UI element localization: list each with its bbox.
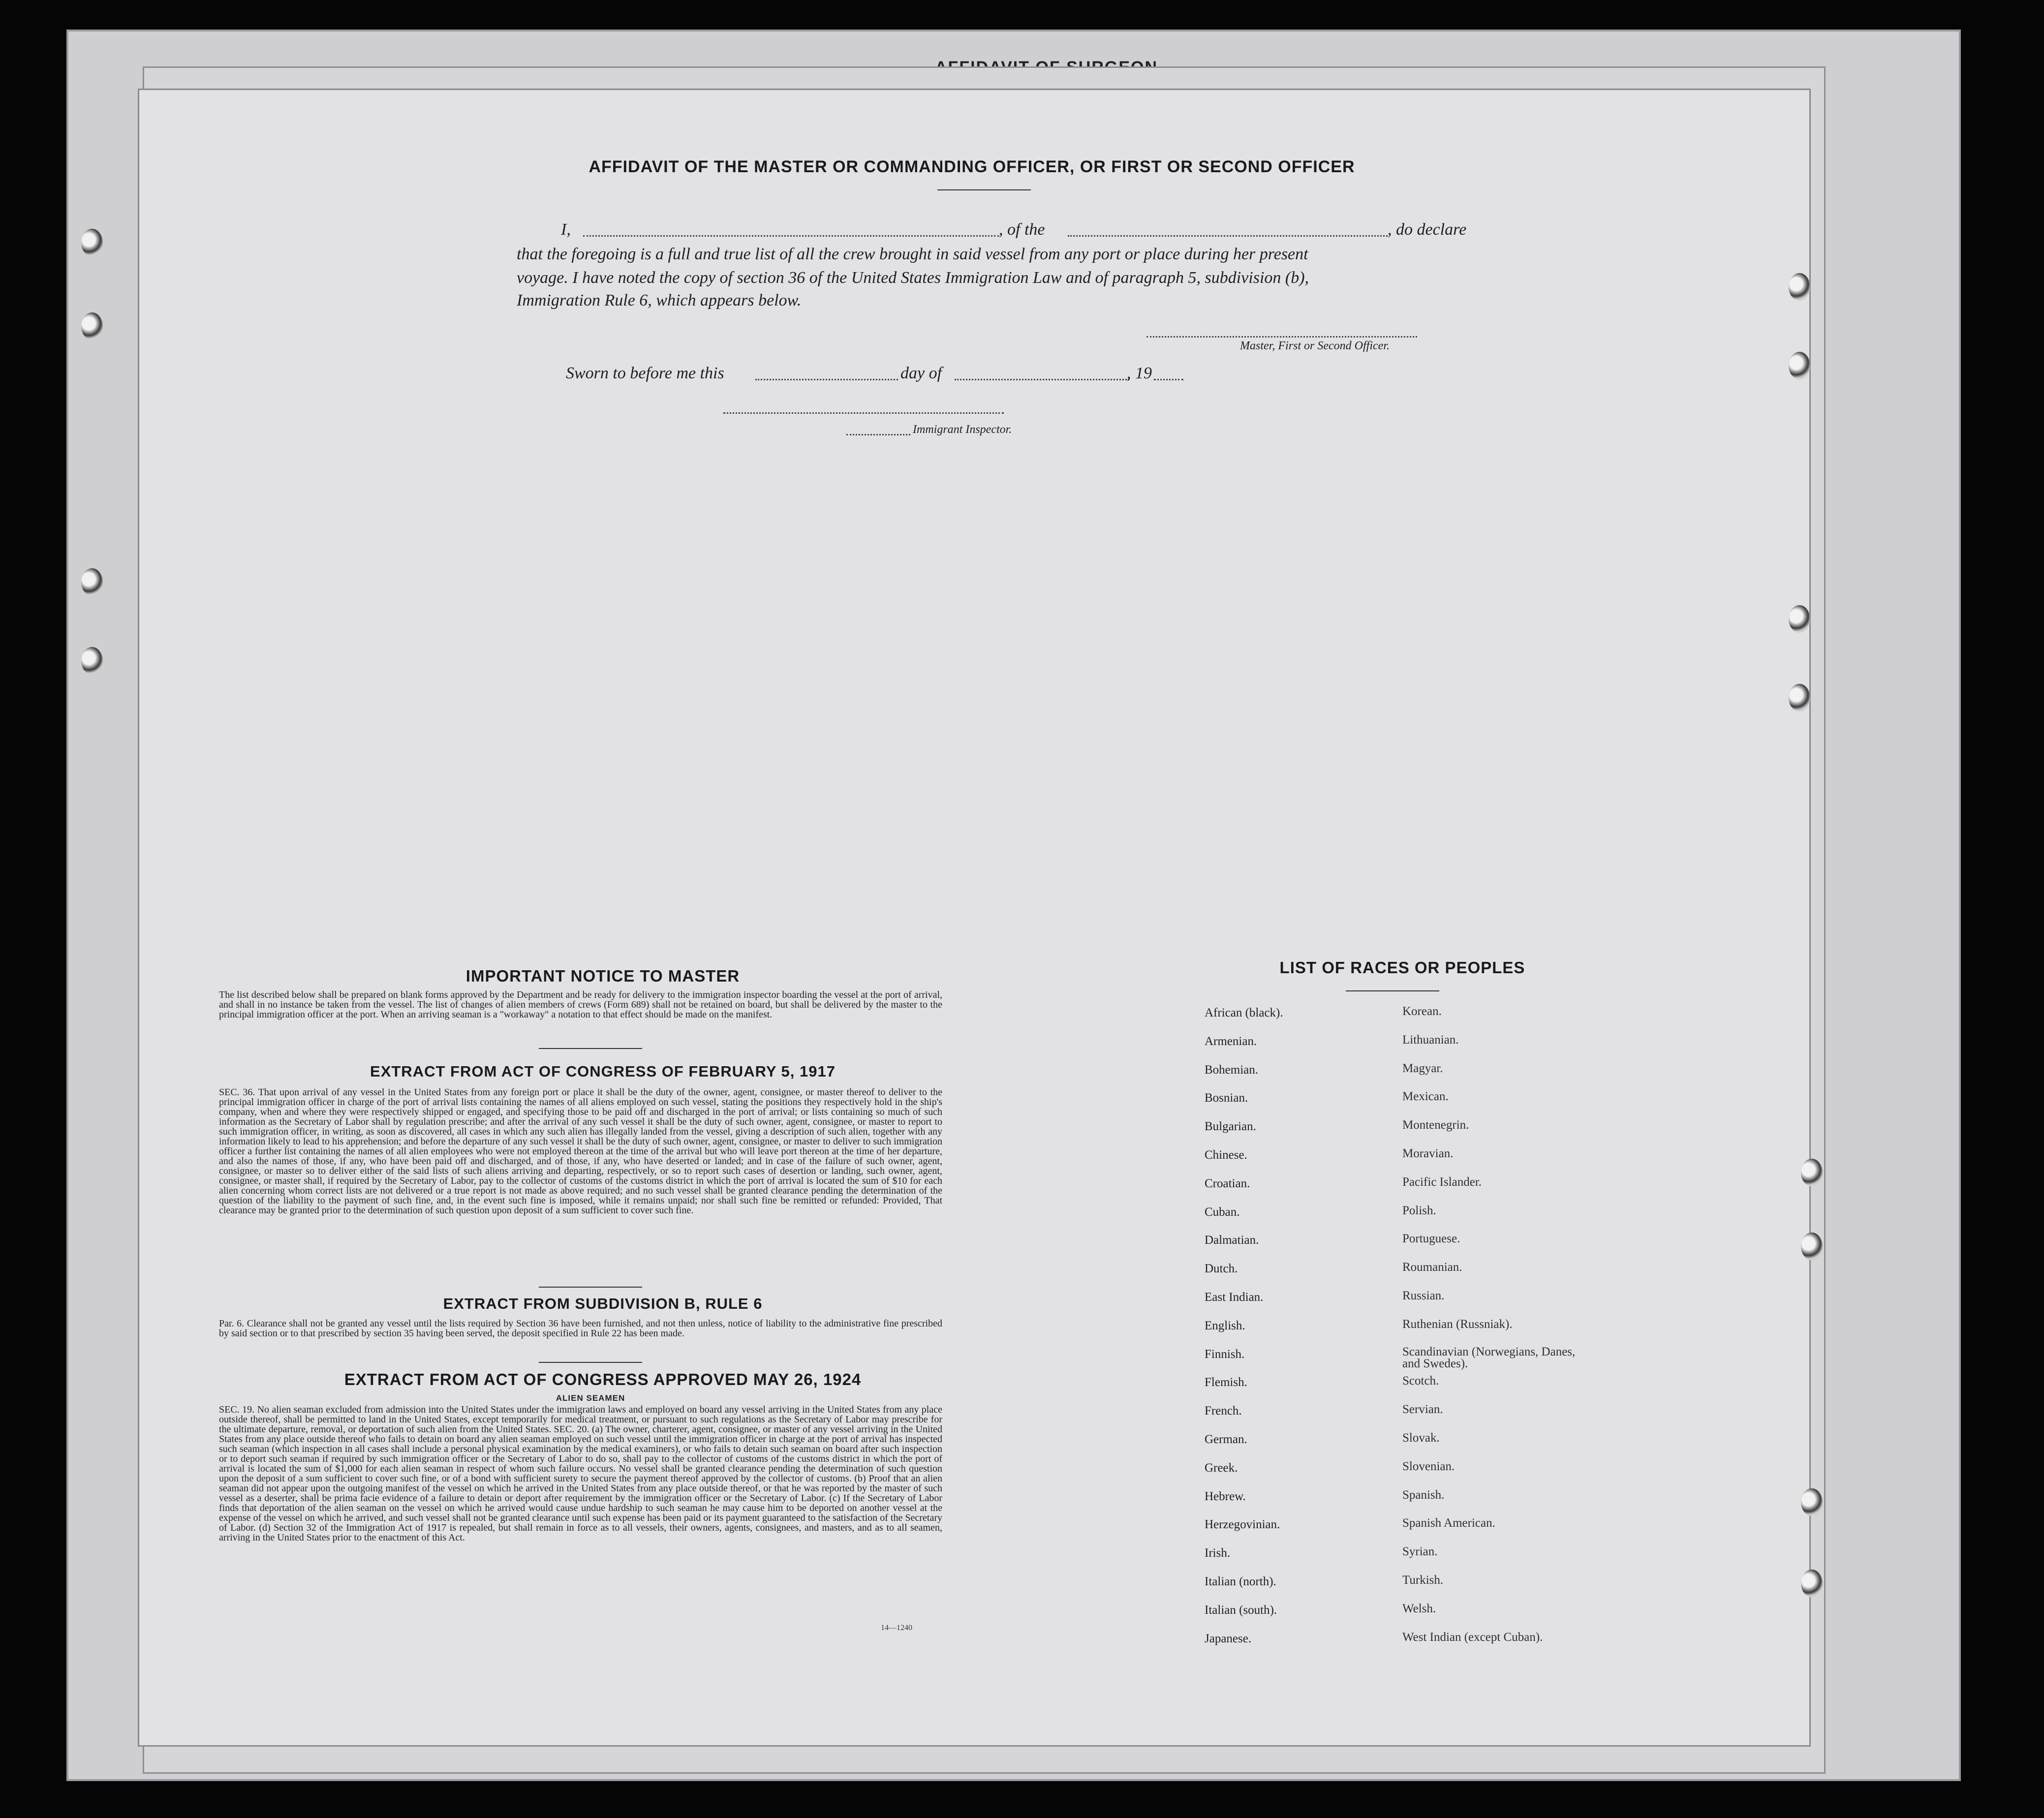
race-item: Turkish. bbox=[1402, 1573, 1444, 1587]
race-item: Chinese. bbox=[1205, 1148, 1247, 1162]
notice-body: The list described below shall be prepared on blank forms approved by the Department and be ready for delivery to the immigration inspector boarding the vessel at the port of arrival, and shall in no instance be taken from the vessel. The list of changes of alien members of crews (Form 689) shall not be retained on board, but shall be delivered by the master to the principal immigration officer at the port. When an arriving seaman is a "workaway" a notation to that effect should be made on the manifest. bbox=[219, 989, 942, 1020]
punch-hole-icon bbox=[1801, 1570, 1823, 1597]
extract-rule6-body: Par. 6. Clearance shall not be granted any vessel until the lists required by Section 36 have been furnished, and not then unless, notice of liability to the administrative fine prescribed by said section or to that prescribed by section 35 having been served, the deposit specified in Rule 22 has been made. bbox=[219, 1318, 942, 1339]
race-item: Finnish. bbox=[1205, 1347, 1245, 1361]
race-item: Korean. bbox=[1402, 1005, 1442, 1018]
punch-hole-icon bbox=[81, 647, 103, 675]
race-item: Bohemian. bbox=[1205, 1063, 1259, 1077]
punch-hole-icon bbox=[81, 568, 103, 596]
race-item: Cuban. bbox=[1205, 1205, 1240, 1219]
race-item: Herzegovinian. bbox=[1205, 1518, 1280, 1532]
notice-title: IMPORTANT NOTICE TO MASTER bbox=[465, 967, 740, 985]
race-item: Hebrew. bbox=[1205, 1489, 1246, 1503]
punch-hole-icon bbox=[1801, 1233, 1823, 1260]
inspector-name-line bbox=[846, 434, 910, 435]
inspector-signature-line bbox=[723, 412, 1004, 414]
signature-caption: Master, First or Second Officer. bbox=[1240, 339, 1390, 352]
sworn-prefix: Sworn to before me this bbox=[566, 364, 724, 382]
extract-1924-body: SEC. 19. No alien seaman excluded from admission into the United States under the immigration laws and employed on board any vessel arriving in the United States from any place outside thereof, shall be permitted to land in the United States, except temporarily for medical treatment, or pursuant to such regulations as the Secretary of Labor may prescribe for the ultimate departure, removal, or deportation of such alien from the United States. SEC. 20. (a) The owner, charterer, agent, consignee, or master of any vessel arriving in the United States from any place outside thereof who fails to detain on board any alien seaman employed on such vessel until the immigration officer in charge at the port of arrival has inspected such seaman (which inspection in all cases shall include a personal physical examination by the medical examiners), or who fails to detain such seaman on board after such inspection or to deport such seaman if required by such immigration officer or the Secretary of Labor to do so, shall pay to the collector of customs of the customs district in which the port of arrival is located the sum of $1,000 for each alien seaman in respect of whom such failure occurs. No vessel shall be granted clearance pending the determination of such question upon the deposit of a sum sufficient to cover such fine, or of a bond with sufficient surety to secure the payment thereof approved by the collector of customs. (b) Proof that an alien seaman did not appear upon the outgoing manifest of the vessel on which he arrived in the United States from any place outside thereof, or that he was reported by the master of such vessel as a deserter, shall be prima facie evidence of a failure to detain or deport after requirement by the immigration officer or the Secretary of Labor. (c) If the Secretary of Labor finds that deportation of the alien seaman on the vessel on which he arrived would cause undue hardship to such seaman he may cause him to be deported on another vessel at the expense of the vessel on which he arrived, and such vessel shall not be granted clearance until such expense has been paid or its payment guaranteed to the satisfaction of the Secretary of Labor. (d) Section 32 of the Immigration Act of 1917 is repealed, but shall remain in force as to all vessels, their owners, agents, consignees, and masters, and as to all seamen, arriving in the United States prior to the enactment of this Act. bbox=[219, 1404, 942, 1543]
name-blank bbox=[583, 235, 999, 237]
race-item: Armenian. bbox=[1205, 1034, 1257, 1048]
race-item: Spanish American. bbox=[1402, 1516, 1495, 1530]
race-item: Welsh. bbox=[1402, 1602, 1436, 1615]
affidavit-line4: Immigration Rule 6, which appears below. bbox=[517, 291, 802, 309]
race-item: Bulgarian. bbox=[1205, 1120, 1256, 1134]
race-item: Dutch. bbox=[1205, 1262, 1238, 1276]
extract-1924-title: EXTRACT FROM ACT OF CONGRESS APPROVED MAY 26, 1924 bbox=[344, 1370, 862, 1388]
extract-1917-body: SEC. 36. That upon arrival of any vessel in the United States from any foreign port or place it shall be the duty of the owner, agent, consignee, or master thereof to deliver to the principal immigration officer in charge of the port of arrival lists containing the names of all aliens employed on such vessel, stating the positions they respectively hold in the ship's company, when and where they were respectively shipped or engaged, and specifying those to be paid off and discharged in the port of arrival; or lists containing so much of such information as the Secretary of Labor shall by regulation prescribe; and after the arrival of any such vessel it shall be the duty of such owner, agent, consignee, or master to report to such immigration officer, in writing, as soon as discovered, all cases in which any such alien has illegally landed from the vessel, giving a description of such alien, together with any information likely to lead to his apprehension; and before the departure of any such vessel it shall be the duty of such owner, agent, consignee, or master to deliver to such immigration officer a further list containing the names of all alien employees who were not employed thereon at the time of the arrival but who will leave port thereon at the time of her departure, and also the names of those, if any, who have been paid off and discharged, and of those, if any, who have deserted or landed; and in case of the failure of such owner, agent, consignee, or master so to deliver either of the said lists of such aliens arriving and departing, respectively, or so to report such cases of desertion or landing, such owner, agent, consignee, or master shall, if required by the Secretary of Labor, pay to the collector of customs of the customs district in which the port of arrival is located the sum of $10 for each alien concerning whom correct lists are not delivered or a true report is not made as above required; and no such vessel shall be granted clearance pending the determination of the question of the liability to the payment of such fine, and, in the event such fine is imposed, while it remains unpaid; nor shall such fine be remitted or refunded: Provided, That clearance may be granted prior to the determination of such question upon deposit of a sum sufficient to cover such fine. bbox=[219, 1087, 942, 1216]
punch-hole-icon bbox=[1789, 605, 1810, 633]
race-item: Portuguese. bbox=[1402, 1232, 1460, 1246]
race-item: Mexican. bbox=[1402, 1090, 1449, 1104]
race-item: Greek. bbox=[1205, 1461, 1238, 1475]
race-item: Lithuanian. bbox=[1402, 1033, 1459, 1047]
punch-hole-icon bbox=[1789, 684, 1810, 711]
race-item: Slovak. bbox=[1402, 1431, 1440, 1445]
punch-hole-icon bbox=[81, 229, 103, 256]
affidavit-line1-mid: , of the bbox=[999, 220, 1045, 239]
race-item: Roumanian. bbox=[1402, 1261, 1462, 1274]
extract-1924-subtitle: ALIEN SEAMEN bbox=[556, 1393, 625, 1403]
race-item: Scandinavian (Norwegians, Danes, and Swedes). bbox=[1402, 1345, 1576, 1370]
affidavit-line3: voyage. I have noted the copy of section 36 of the United States Immigration Law and of paragraph 5, subdivision (b), bbox=[517, 269, 1309, 287]
race-item: Bosnian. bbox=[1205, 1091, 1248, 1105]
race-item: Flemish. bbox=[1205, 1376, 1247, 1389]
race-item: Slovenian. bbox=[1402, 1459, 1455, 1473]
race-item: Syrian. bbox=[1402, 1545, 1438, 1559]
sworn-month-blank bbox=[955, 379, 1129, 380]
race-item: Dalmatian. bbox=[1205, 1233, 1259, 1247]
punch-hole-icon bbox=[1801, 1488, 1823, 1516]
signature-line bbox=[1146, 336, 1417, 338]
sworn-year-label: , 19 bbox=[1127, 364, 1152, 382]
affidavit-line1-start: I, bbox=[561, 220, 571, 239]
sworn-date-blank bbox=[755, 379, 898, 380]
extract-rule6-divider bbox=[539, 1362, 642, 1363]
punch-hole-icon bbox=[81, 312, 103, 340]
race-item: Italian (south). bbox=[1205, 1603, 1277, 1617]
race-item: African (black). bbox=[1205, 1006, 1283, 1019]
notice-divider bbox=[539, 1048, 642, 1049]
race-item: Japanese. bbox=[1205, 1632, 1252, 1645]
race-item: French. bbox=[1205, 1404, 1242, 1418]
race-item: Ruthenian (Russniak). bbox=[1402, 1317, 1513, 1331]
race-item: Russian. bbox=[1402, 1289, 1445, 1302]
punch-hole-icon bbox=[1801, 1159, 1823, 1186]
race-item: Italian (north). bbox=[1205, 1575, 1276, 1588]
race-item: Croatian. bbox=[1205, 1176, 1250, 1190]
extract-rule6-title: EXTRACT FROM SUBDIVISION B, RULE 6 bbox=[443, 1295, 763, 1312]
race-item: Montenegrin. bbox=[1402, 1118, 1469, 1132]
sworn-day-label: day of bbox=[900, 364, 942, 382]
extract-1917-title: EXTRACT FROM ACT OF CONGRESS OF FEBRUARY 5, 1917 bbox=[370, 1063, 836, 1080]
race-item: West Indian (except Cuban). bbox=[1402, 1630, 1543, 1644]
sworn-year-blank bbox=[1154, 379, 1183, 380]
race-item: Polish. bbox=[1402, 1203, 1436, 1217]
extract-1917-divider bbox=[539, 1287, 642, 1288]
race-item: Servian. bbox=[1402, 1403, 1443, 1417]
race-item: English. bbox=[1205, 1319, 1245, 1332]
race-item: Irish. bbox=[1205, 1546, 1231, 1560]
affidavit-title: AFFIDAVIT OF THE MASTER OR COMMANDING OFFICER, OR FIRST OR SECOND OFFICER bbox=[588, 157, 1355, 176]
affidavit-line2: that the foregoing is a full and true list of all the crew brought in said vessel from any port or place during her present bbox=[517, 245, 1308, 263]
race-item: East Indian. bbox=[1205, 1291, 1264, 1304]
race-item: Scotch. bbox=[1402, 1374, 1439, 1388]
punch-hole-icon bbox=[1789, 273, 1810, 301]
race-item: Moravian. bbox=[1402, 1147, 1454, 1160]
race-item: Pacific Islander. bbox=[1402, 1175, 1482, 1189]
punch-hole-icon bbox=[1789, 352, 1810, 379]
affidavit-line1-end: , do declare bbox=[1388, 220, 1467, 239]
vessel-blank bbox=[1068, 235, 1388, 237]
inspector-caption: Immigrant Inspector. bbox=[913, 423, 1012, 436]
race-item: Magyar. bbox=[1402, 1061, 1443, 1075]
race-item: Spanish. bbox=[1402, 1488, 1445, 1502]
races-title: LIST OF RACES OR PEOPLES bbox=[1279, 958, 1525, 977]
race-item: German. bbox=[1205, 1433, 1247, 1446]
races-title-underline bbox=[1346, 990, 1439, 991]
form-number: 14—1240 bbox=[881, 1624, 912, 1632]
title-underline bbox=[937, 189, 1031, 190]
